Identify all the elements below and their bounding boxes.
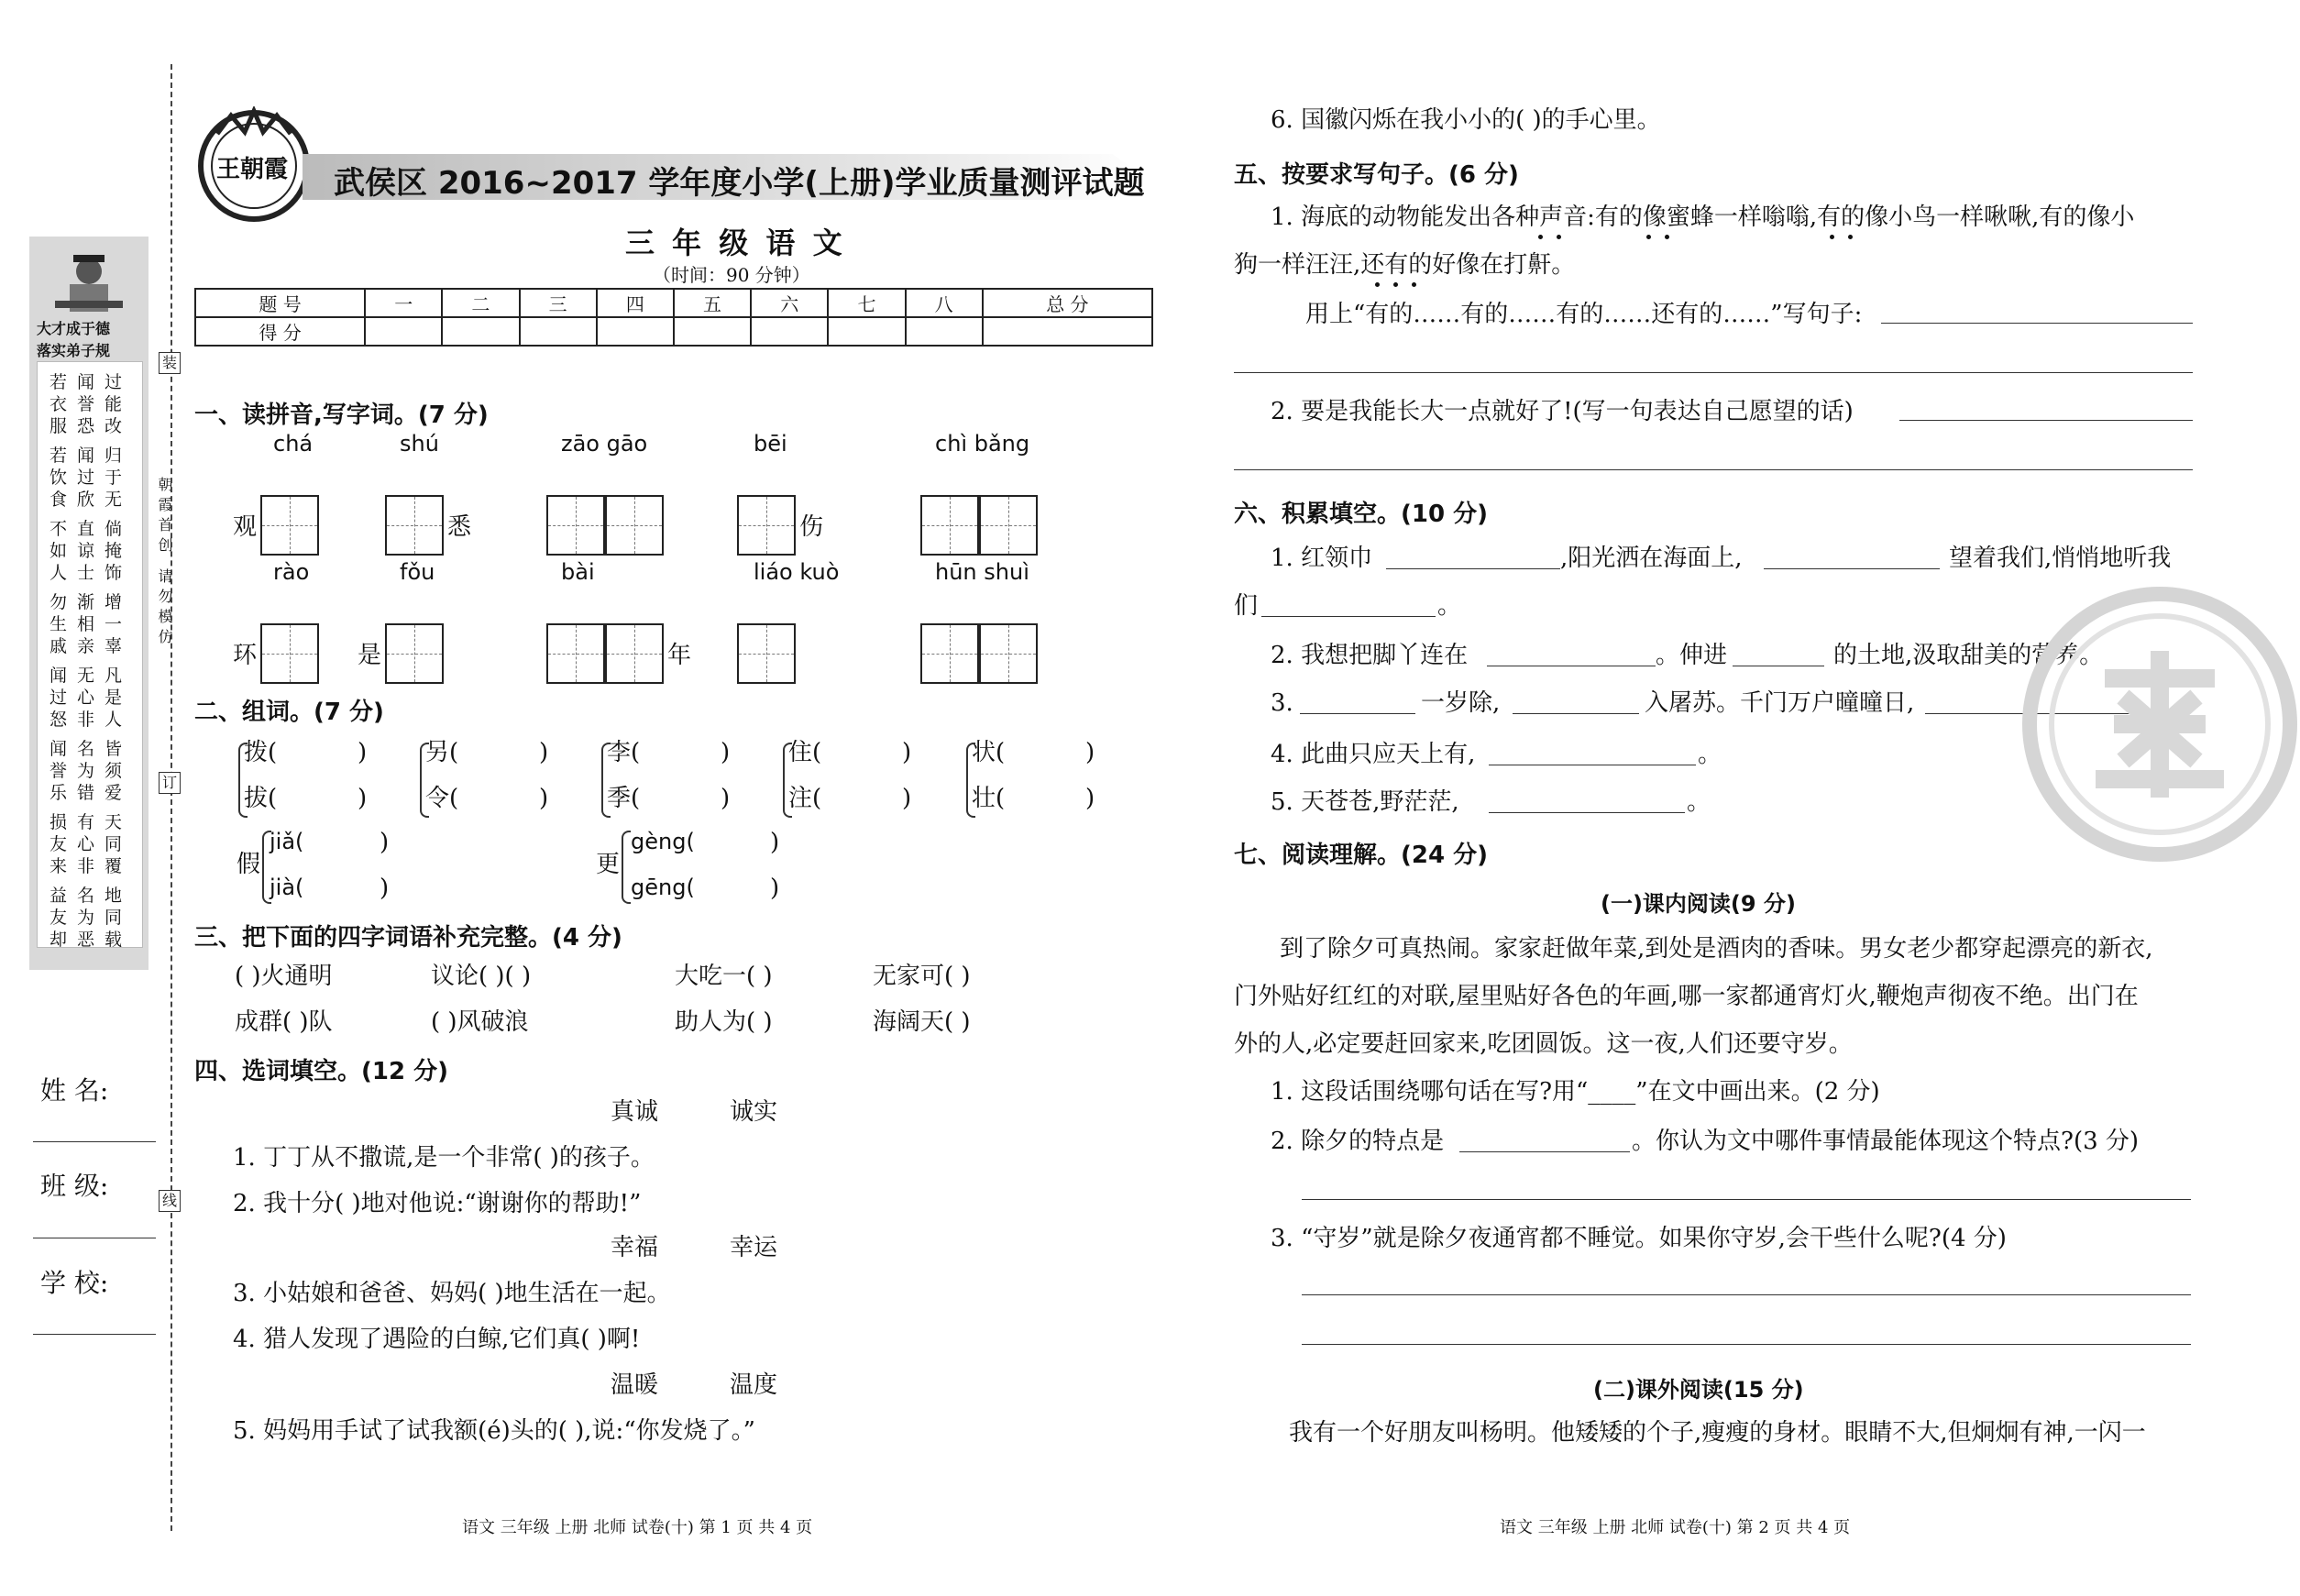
sidebar-rule-char: 闻	[50, 739, 68, 759]
q6-blank-2[interactable]	[1764, 568, 1940, 569]
word-group-item: 季(	[607, 785, 641, 812]
word-group-item: 拔(	[244, 785, 278, 812]
passage-1-line-2: 门外贴好红红的对联,屋里贴好各色的年画,哪一家都通宵灯火,鞭炮声彻夜不绝。出门在	[1234, 983, 2139, 1010]
pinyin-label: chì bǎng	[935, 431, 1030, 457]
q6-1d: 们	[1234, 592, 1259, 620]
sidebar-rule-char: 人	[105, 710, 123, 730]
sidebar-rule-char: 覆	[105, 856, 123, 876]
sidebar-rule-char: 能	[105, 394, 123, 414]
reading-q2a: 2. 除夕的特点是	[1271, 1128, 1445, 1155]
score-cell[interactable]	[674, 317, 751, 346]
q6-1b: ,阳光洒在海面上,	[1560, 545, 1743, 572]
sidebar-motto-top: 大才成于德	[37, 320, 111, 337]
writing-box[interactable]	[546, 623, 605, 684]
score-cell[interactable]	[828, 317, 905, 346]
score-header-cell: 七	[828, 289, 905, 317]
word-group-item: 李(	[607, 739, 641, 766]
q6-3a: 3.	[1271, 689, 1293, 717]
writing-box[interactable]	[385, 495, 444, 556]
sidebar-rule-char: 同	[105, 834, 123, 854]
poly-char-geng: 更	[596, 851, 621, 878]
poly-close: )	[770, 875, 780, 902]
label-school: 学 校:	[40, 1268, 109, 1298]
name-line[interactable]	[33, 1141, 156, 1142]
q6-5: 5. 天苍苍,野茫茫,	[1271, 788, 1459, 816]
sidebar-rule-char: 过	[105, 372, 123, 392]
word-pair-2a: 幸福	[611, 1234, 659, 1261]
q6-blank-7[interactable]	[1513, 713, 1639, 714]
q5-answer-1a[interactable]	[1881, 323, 2193, 324]
emphasis-dot	[1646, 235, 1651, 239]
q5-item-2: 2. 要是我能长大一点就好了!(写一句表达自己愿望的话)	[1271, 398, 1854, 425]
section-5-title: 五、按要求写句子。(6 分)	[1234, 161, 1519, 189]
q4-item-6: 6. 国徽闪烁在我小小的( )的手心里。	[1271, 106, 1661, 134]
word-group-close: )	[1085, 739, 1095, 766]
sidebar-rule-char: 闻	[77, 446, 95, 466]
word-pair-3b: 温度	[730, 1371, 778, 1399]
writing-box[interactable]	[737, 623, 796, 684]
sidebar-rule-char: 友	[50, 908, 68, 928]
pinyin-label: liáo kuò	[754, 559, 840, 585]
q6-3d: 。	[2182, 689, 2206, 717]
q5-answer-2b[interactable]	[1234, 469, 2193, 470]
sidebar-rule-char: 掩	[105, 541, 123, 561]
poly-jia-2: jià(	[270, 875, 304, 900]
sidebar-rule-char: 名	[77, 886, 95, 906]
sidebar-rule-char: 为	[77, 761, 95, 781]
score-cell[interactable]	[983, 317, 1152, 346]
sidebar-rule-char: 誉	[77, 394, 95, 414]
q6-1e: 。	[1437, 592, 1462, 620]
idiom-blank[interactable]: ( )火通明	[235, 963, 333, 990]
q5-item-1a: 1. 海底的动物能发出各种声音:有的像蜜蜂一样嗡嗡,有的像小鸟一样啾啾,有的像小	[1271, 204, 2135, 231]
reading-2-title: (二)课外阅读(15 分)	[1593, 1377, 1804, 1403]
prefix-char: 是	[358, 642, 382, 669]
writing-box[interactable]	[260, 623, 319, 684]
writing-box[interactable]	[605, 495, 664, 556]
pinyin-label: bēi	[754, 431, 787, 457]
sidebar-rule-char: 饰	[105, 563, 123, 583]
writing-box[interactable]	[920, 623, 979, 684]
suffix-char: 悉	[447, 513, 472, 541]
sidebar-rule-char: 名	[77, 739, 95, 759]
poly-geng-2: gēng(	[631, 875, 695, 900]
writing-box[interactable]	[385, 623, 444, 684]
sidebar-note-1: 朝霞首创	[156, 477, 173, 557]
q4-item-4: 4. 猎人发现了遇险的白鲸,它们真( )啊!	[233, 1326, 641, 1353]
idiom-blank[interactable]: 大吃一( )	[675, 963, 773, 990]
reading-answer-3a[interactable]	[1302, 1294, 2191, 1295]
writing-box[interactable]	[260, 495, 319, 556]
word-group-item: 令(	[425, 785, 459, 812]
word-group-item: 住(	[788, 739, 822, 766]
passage-1-line-1: 到了除夕可真热闹。家家赶做年菜,到处是酒肉的香味。男女老少都穿起漂亮的新衣,	[1280, 935, 2153, 963]
score-header-cell: 八	[906, 289, 983, 317]
sidebar-rule-char: 天	[105, 812, 123, 832]
sidebar-rule-char: 辜	[105, 636, 123, 656]
sidebar-rule-char: 恐	[77, 416, 95, 436]
poly-brace	[622, 831, 631, 904]
pinyin-label: chá	[273, 431, 314, 457]
sidebar-rule-char: 人	[50, 563, 68, 583]
sidebar-rule-char: 闻	[50, 666, 68, 686]
sidebar-rule-char: 勿	[50, 592, 68, 612]
q5-item-1c: 用上“有的……有的……有的……还有的……”写句子:	[1305, 301, 1863, 328]
sidebar-rule-char: 为	[77, 908, 95, 928]
sidebar-rule-char: 怒	[50, 710, 68, 730]
writing-box[interactable]	[605, 623, 664, 684]
word-group-close: )	[358, 739, 368, 766]
q6-1c: 望着我们,悄悄地听我	[1949, 545, 2172, 572]
score-cell[interactable]	[442, 317, 519, 346]
sidebar-rule-char: 誉	[50, 761, 68, 781]
writing-box[interactable]	[920, 495, 979, 556]
q6-blank-3[interactable]	[1261, 616, 1436, 617]
word-group-close: )	[902, 785, 912, 812]
word-pair-1b: 诚实	[730, 1098, 778, 1126]
sidebar-rule-char: 非	[77, 710, 95, 730]
poly-char-jia: 假	[237, 851, 261, 878]
sidebar-rule-char: 欣	[77, 490, 95, 510]
sidebar-rule-char: 损	[50, 812, 68, 832]
writing-box[interactable]	[737, 495, 796, 556]
q6-5-end: 。	[1687, 788, 1711, 816]
sidebar-rule-char: 载	[105, 930, 123, 950]
emphasis-dot	[1412, 282, 1416, 287]
poly-geng-1: gèng(	[631, 829, 695, 854]
writing-box[interactable]	[979, 495, 1038, 556]
prefix-char: 观	[233, 513, 258, 541]
sidebar-rule-char: 于	[105, 468, 123, 488]
sidebar-figure	[48, 246, 130, 319]
sidebar-rule-char: 恶	[77, 930, 95, 950]
sidebar-rule-char: 如	[50, 541, 68, 561]
sidebar-rule-char: 渐	[77, 592, 95, 612]
sidebar-rule-char: 增	[105, 592, 123, 612]
emphasis-dot	[1848, 235, 1853, 239]
sidebar-rule-char: 改	[105, 416, 123, 436]
pinyin-label: bài	[561, 559, 595, 585]
pinyin-label: shú	[400, 431, 439, 457]
word-group-close: )	[358, 785, 368, 812]
emphasis-dot	[1557, 235, 1561, 239]
q5-item-1b: 狗一样汪汪,还有的好像在打鼾。	[1234, 251, 1576, 279]
sidebar-rule-char: 生	[50, 614, 68, 634]
emphasis-dot	[1665, 235, 1669, 239]
sidebar-note-2: 请勿模仿	[156, 568, 173, 649]
reading-q3: 3. “守岁”就是除夕夜通宵都不睡觉。如果你守岁,会干些什么呢?(4 分)	[1271, 1225, 2007, 1252]
exam-title: 武侯区 2016~2017 学年度小学(上册)学业质量测评试题	[334, 165, 1145, 202]
subject-title: 三 年 级 语 文	[625, 226, 846, 260]
sidebar-rule-char: 饮	[50, 468, 68, 488]
score-cell[interactable]	[751, 317, 828, 346]
section-6-title: 六、积累填空。(10 分)	[1234, 501, 1488, 528]
score-row-label: 得 分	[195, 317, 365, 346]
sidebar-rule-char: 是	[105, 688, 123, 708]
sidebar-rule-char: 相	[77, 614, 95, 634]
sidebar-rule-char: 心	[77, 688, 95, 708]
pinyin-label: fǒu	[400, 559, 435, 585]
word-group-item: 拨(	[244, 739, 278, 766]
sidebar-rule-char: 衣	[50, 394, 68, 414]
score-cell[interactable]	[520, 317, 597, 346]
sidebar-rule-char: 过	[77, 468, 95, 488]
passage-1-line-3: 外的人,必定要赶回家来,吃团圆饭。这一夜,人们还要守岁。	[1234, 1030, 1853, 1058]
q6-blank-10[interactable]	[1489, 812, 1685, 813]
sidebar-rule-char: 若	[50, 446, 68, 466]
sidebar-rule-char: 心	[77, 834, 95, 854]
writing-box[interactable]	[979, 623, 1038, 684]
sidebar-rule-char: 有	[77, 812, 95, 832]
sidebar-rule-char: 戚	[50, 636, 68, 656]
q6-blank-6[interactable]	[1300, 713, 1415, 714]
pinyin-label: rào	[273, 559, 310, 585]
section-1-title: 一、读拼音,写字词。(7 分)	[194, 402, 489, 429]
sidebar-rule-char: 食	[50, 490, 68, 510]
word-group-item: 状(	[972, 739, 1006, 766]
passage-2-line-1: 我有一个好朋友叫杨明。他矮矮的个子,瘦瘦的身材。眼睛不大,但炯炯有神,一闪一	[1289, 1419, 2146, 1447]
sidebar-rule-char: 益	[50, 886, 68, 906]
seal-zhuang: 装	[159, 352, 181, 374]
emphasis-dot	[1538, 235, 1543, 239]
q6-2b: 。伸进	[1656, 642, 1728, 669]
q6-3c: 入屠苏。千门万户曈曈日,	[1645, 689, 1915, 717]
label-name: 姓 名:	[40, 1075, 109, 1106]
section-2-title: 二、组词。(7 分)	[194, 699, 384, 726]
emphasis-dot	[1830, 235, 1834, 239]
reading-1-title: (一)课内阅读(9 分)	[1601, 891, 1796, 917]
pinyin-label: hūn shuì	[935, 559, 1029, 585]
sidebar-motto-bottom: 落实弟子规	[37, 342, 111, 359]
q6-2a: 2. 我想把脚丫连在	[1271, 642, 1469, 669]
footer-right: 语文 三年级 上册 北师 试卷(十) 第 2 页 共 4 页	[1500, 1518, 1851, 1537]
sidebar-rule-char: 倘	[105, 519, 123, 539]
q6-3b: 一岁除,	[1421, 689, 1501, 717]
q4-item-1: 1. 丁丁从不撒谎,是一个非常( )的孩子。	[233, 1144, 655, 1172]
sidebar-rule-char: 归	[105, 446, 123, 466]
sidebar-rule-char: 服	[50, 416, 68, 436]
sidebar-rule-char: 直	[77, 519, 95, 539]
sidebar-rule-char: 亲	[77, 636, 95, 656]
q6-4: 4. 此曲只应天上有,	[1271, 741, 1476, 768]
binding-line	[171, 64, 172, 1531]
score-cell[interactable]	[597, 317, 674, 346]
section-4-title: 四、选词填空。(12 分)	[194, 1058, 448, 1085]
idiom-blank[interactable]: 成群( )队	[235, 1008, 333, 1036]
score-cell[interactable]	[906, 317, 983, 346]
sidebar-rule-char: 错	[77, 783, 95, 803]
score-header-cell: 总 分	[983, 289, 1152, 317]
q5-answer-2a[interactable]	[1899, 420, 2193, 421]
word-pair-2b: 幸运	[730, 1234, 778, 1261]
logo-text: 王朝霞	[216, 156, 289, 183]
suffix-char: 伤	[799, 513, 824, 541]
label-class: 班 级:	[40, 1171, 109, 1201]
sidebar-rule-char: 凡	[105, 666, 123, 686]
emphasis-dot	[1393, 282, 1398, 287]
score-header-cell: 一	[365, 289, 442, 317]
idiom-blank[interactable]: 无家可( )	[873, 963, 971, 990]
poly-jia-1: jiǎ(	[270, 829, 304, 854]
word-group-close: )	[539, 739, 549, 766]
section-3-title: 三、把下面的四字词语补充完整。(4 分)	[194, 924, 622, 952]
word-group-close: )	[902, 739, 912, 766]
word-group-item: 另(	[425, 739, 459, 766]
sidebar-rule-char: 同	[105, 908, 123, 928]
reading-answer-3b[interactable]	[1302, 1344, 2191, 1345]
q6-1a: 1. 红领巾	[1271, 545, 1373, 572]
suffix-char: 年	[667, 642, 692, 669]
pinyin-label: zāo gāo	[561, 431, 648, 457]
sidebar-rule-char: 地	[105, 886, 123, 906]
sidebar-rule-char: 皆	[105, 739, 123, 759]
watermark-seal	[2022, 587, 2297, 862]
idiom-blank[interactable]: 议论( )( )	[431, 963, 532, 990]
sidebar-rule-char: 一	[105, 614, 123, 634]
sidebar-rule-char: 谅	[77, 541, 95, 561]
q5-answer-1b[interactable]	[1234, 372, 2193, 373]
sidebar-rule-char: 过	[50, 688, 68, 708]
sidebar-rule-char: 须	[105, 761, 123, 781]
reading-answer-2[interactable]	[1302, 1199, 2191, 1200]
score-header-cell: 六	[751, 289, 828, 317]
word-pair-3a: 温暖	[611, 1371, 659, 1399]
q6-2c: 的土地,汲取甜美的营养。	[1833, 642, 2104, 669]
sidebar-rule-char: 无	[77, 666, 95, 686]
school-line[interactable]	[33, 1334, 156, 1335]
score-table	[194, 288, 1153, 347]
word-pair-1a: 真诚	[611, 1098, 659, 1126]
q6-4-end: 。	[1698, 741, 1722, 768]
idiom-blank[interactable]: 助人为( )	[675, 1008, 773, 1036]
writing-box[interactable]	[546, 495, 605, 556]
q4-item-3: 3. 小姑娘和爸爸、妈妈( )地生活在一起。	[233, 1280, 671, 1307]
score-header-cell: 五	[674, 289, 751, 317]
q4-item-5: 5. 妈妈用手试了试我额(é)头的( ),说:“你发烧了。”	[233, 1417, 755, 1445]
reading-blank-1[interactable]	[1459, 1151, 1630, 1152]
sidebar-rule-char: 不	[50, 519, 68, 539]
sidebar-rule-char: 士	[77, 563, 95, 583]
sidebar-rule-char: 友	[50, 834, 68, 854]
word-group-close: )	[721, 785, 731, 812]
sidebar-rule-char: 非	[77, 856, 95, 876]
sidebar-rule-char: 爱	[105, 783, 123, 803]
q4-item-2: 2. 我十分( )地对他说:“谢谢你的帮助!”	[233, 1190, 642, 1217]
prefix-char: 环	[233, 642, 258, 669]
word-group-close: )	[721, 739, 731, 766]
word-group-item: 壮(	[972, 785, 1006, 812]
sidebar-rule-char: 无	[105, 490, 123, 510]
poly-close: )	[770, 829, 780, 856]
seal-ding: 订	[159, 772, 181, 794]
sidebar-rule-char: 乐	[50, 783, 68, 803]
word-group-close: )	[539, 785, 549, 812]
section-7-title: 七、阅读理解。(24 分)	[1234, 842, 1488, 869]
poly-close: )	[380, 875, 390, 902]
q6-blank-1[interactable]	[1386, 568, 1560, 569]
score-header-cell: 四	[597, 289, 674, 317]
reading-q2b: 。你认为文中哪件事情最能体现这个特点?(3 分)	[1632, 1128, 2140, 1155]
sidebar-rule-char: 来	[50, 856, 68, 876]
score-header-cell: 三	[520, 289, 597, 317]
score-cell[interactable]	[365, 317, 442, 346]
sidebar-rule-char: 闻	[77, 372, 95, 392]
seal-xian: 线	[159, 1190, 181, 1212]
exam-time: （时间：90 分钟）	[653, 264, 810, 286]
idiom-blank[interactable]: ( )风破浪	[431, 1008, 529, 1036]
emphasis-dot	[1375, 282, 1380, 287]
reading-q1: 1. 这段话围绕哪句话在写?用“____”在文中画出来。(2 分)	[1271, 1078, 1880, 1106]
word-group-item: 注(	[788, 785, 822, 812]
score-header-cell: 题 号	[195, 289, 365, 317]
idiom-blank[interactable]: 海阔天( )	[873, 1008, 971, 1036]
score-header-cell: 二	[442, 289, 519, 317]
sidebar-rule-char: 若	[50, 372, 68, 392]
poly-close: )	[380, 829, 390, 856]
footer-left: 语文 三年级 上册 北师 试卷(十) 第 1 页 共 4 页	[462, 1518, 813, 1537]
word-group-close: )	[1085, 785, 1095, 812]
sidebar-rule-char: 却	[50, 930, 68, 950]
